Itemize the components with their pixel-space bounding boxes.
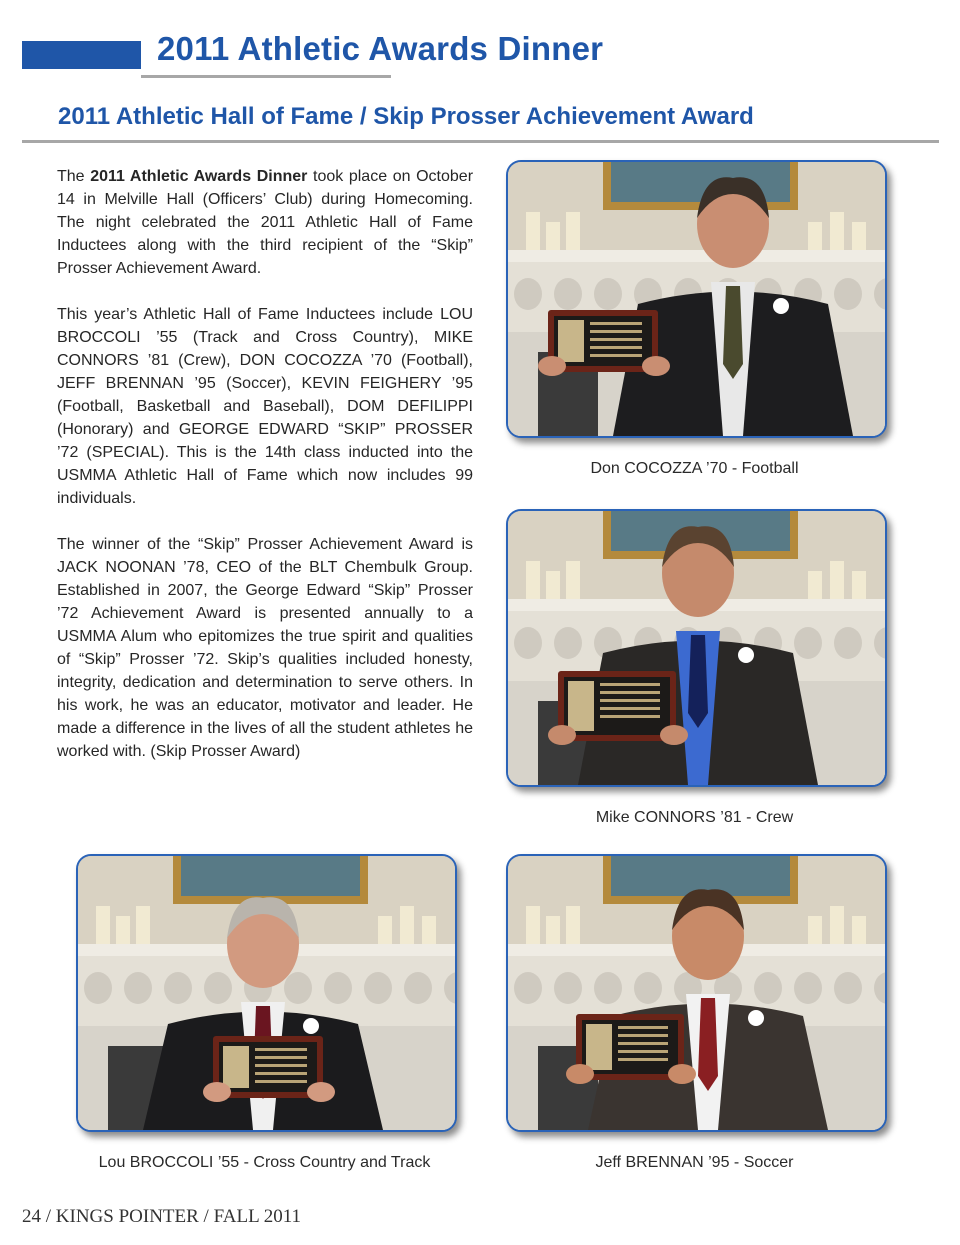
paragraph-intro-rest: took place on October 14 in Melville Hall (Officers’ Club) during Homecoming. The night celebrated the 2011 Athletic Hall of Fame Inductees along with the third recipient of the “Skip” Prosser Achievement Award. bbox=[57, 168, 474, 277]
caption-brennan: Jeff BRENNAN ’95 - Soccer bbox=[595, 1154, 794, 1171]
paragraph-intro bbox=[57, 165, 473, 280]
paragraph-prosser-award: The winner of the “Skip” Prosser Achievement Award is JACK NOONAN ’78, CEO of the BLT Chembulk Group. Established in 2007, the George Edward “Skip” Prosser ’72 Achievement Award is presented annually to a USMMA Alum who epitomizes the true spirit and qualities of “Skip” Prosser ’72. Skip’s qualities included honesty, integrity, dedication and determination to serve others. In his work, he was an educator, motivator and leader. He made a difference in the lives of all the student athletes he worked with. (Skip Prosser Award) bbox=[57, 536, 473, 760]
photo-brennan bbox=[506, 854, 887, 1132]
photo-illustration bbox=[508, 856, 885, 1130]
photo-broccoli bbox=[76, 854, 457, 1132]
header-rule bbox=[141, 75, 391, 78]
paragraph-inductees: This year’s Athletic Hall of Fame Inductees include LOU BROCCOLI ’55 (Track and Cross Country), MIKE CONNORS ’81 (Crew), DON COCOZZA ’70 (Football), JEFF BRENNAN ’95 (Soccer), KEVIN FEIGHERY ’95 (Football, Basketball and Baseball), DOM DEFILIPPI (Honorary) and GEORGE EDWARD “SKIP” PROSSER ’72 (SPECIAL). This is the 14th class inducted into the USMMA Athletic Hall of Fame which now includes 99 individuals. bbox=[57, 306, 473, 507]
caption-connors: Mike CONNORS ’81 - Crew bbox=[595, 809, 794, 826]
caption-cocozza: Don COCOZZA ’70 - Football bbox=[590, 460, 799, 477]
photo-illustration bbox=[508, 511, 885, 785]
article-body bbox=[57, 165, 473, 786]
section-divider bbox=[22, 140, 939, 143]
paragraph-intro-lead: The bbox=[57, 168, 91, 185]
section-title: 2011 Athletic Hall of Fame / Skip Prosser Achievement Award bbox=[58, 103, 754, 130]
photo-illustration bbox=[508, 162, 885, 436]
event-name: 2011 Athletic Awards Dinner bbox=[90, 168, 308, 185]
page-footer: 24 / KINGS POINTER / FALL 2011 bbox=[22, 1206, 302, 1227]
header-accent-bar bbox=[22, 41, 141, 69]
photo-illustration bbox=[78, 856, 455, 1130]
photo-connors bbox=[506, 509, 887, 787]
page-title: 2011 Athletic Awards Dinner bbox=[157, 30, 604, 67]
caption-broccoli: Lou BROCCOLI ’55 - Cross Country and Track bbox=[98, 1154, 431, 1171]
photo-cocozza bbox=[506, 160, 887, 438]
